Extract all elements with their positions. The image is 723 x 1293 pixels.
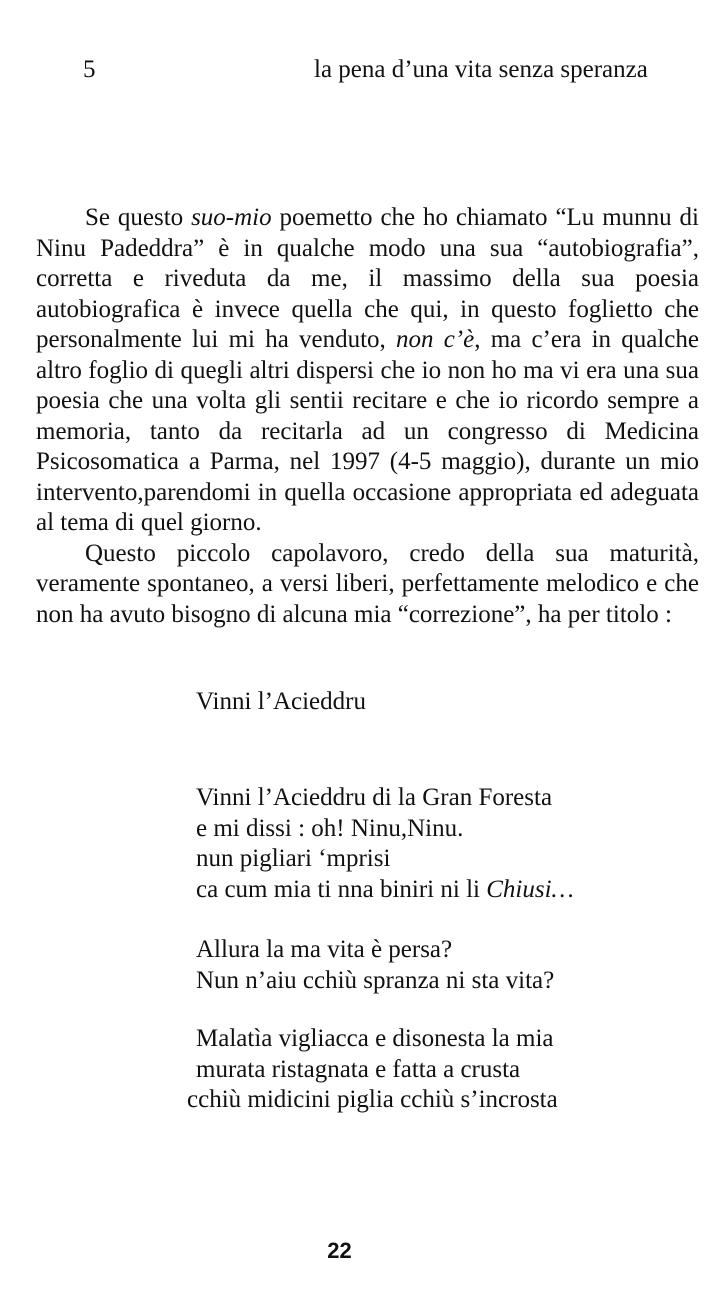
poem-stanza-3 xyxy=(187,1024,558,1116)
poem-stanza-2 xyxy=(196,935,554,996)
poem-title: Vinni l’Acieddru xyxy=(196,688,366,715)
poem-line: Nun n’aiu cchiù spranza ni sta vita? xyxy=(196,966,555,994)
p1-text-e: , ma c’era in qualche altro foglio di quegli altri dispersi che io non ho ma vi era una sua poesia che una volta gli sentii recitare e che io ricordo sempre a memoria, tanto da recitarla ad un congresso di Medicina Psicosomatica a Parma, nel 1997 (4-5 maggio), durante un mio intervento,parendomi in quella occasione appropriata ed adeguata al tema di quel giorno. xyxy=(36,326,699,536)
paragraph-1 xyxy=(36,203,699,539)
paragraph-2: Questo piccolo capolavoro, credo della sua maturità, veramente spontaneo, a versi liberi, perfettamente melodico e che non ha avuto bisogno di alcuna mia “correzione”, ha per titolo : xyxy=(36,539,699,628)
poem-line: cchiù midicini piglia cchiù s’incrosta xyxy=(187,1086,558,1113)
running-header-title: la pena d’una vita senza speranza xyxy=(314,56,648,83)
body-text xyxy=(36,203,699,630)
poem-stanza-1 xyxy=(196,783,574,905)
poem-line: nun pigliari ‘mprisi xyxy=(196,845,391,872)
p1-text-a: Se questo xyxy=(85,204,192,231)
page-number: 22 xyxy=(327,1238,352,1263)
p1-italic-non-ce: non c’è xyxy=(396,326,475,353)
chapter-number: 5 xyxy=(83,56,96,83)
poem-line: Allura la ma vita è persa? xyxy=(196,936,453,963)
poem-line: Vinni l’Acieddru di la Gran Foresta xyxy=(196,784,553,811)
poem-italic-chiusi: Chiusi… xyxy=(486,875,574,903)
poem-line-text: ca cum mia ti nna biniri ni li xyxy=(196,875,487,903)
poem-line xyxy=(196,875,574,906)
p1-text-c: poemetto che ho chiamato “Lu munnu di Ninu Padeddra” è in qualche modo una sua “autobiografia”, corretta e riveduta da me, il massimo della sua poesia autobiografica è invece quella che qui, in questo foglietto che personalmente lui mi ha venduto, xyxy=(36,204,699,353)
poem-line: murata ristagnata e fatta a crusta xyxy=(196,1055,521,1083)
p1-italic-suo-mio: suo-mio xyxy=(191,204,272,231)
poem-line: Malatìa vigliacca e disonesta la mia xyxy=(196,1025,554,1052)
poem-line: e mi dissi : oh! Ninu,Ninu. xyxy=(196,814,464,842)
